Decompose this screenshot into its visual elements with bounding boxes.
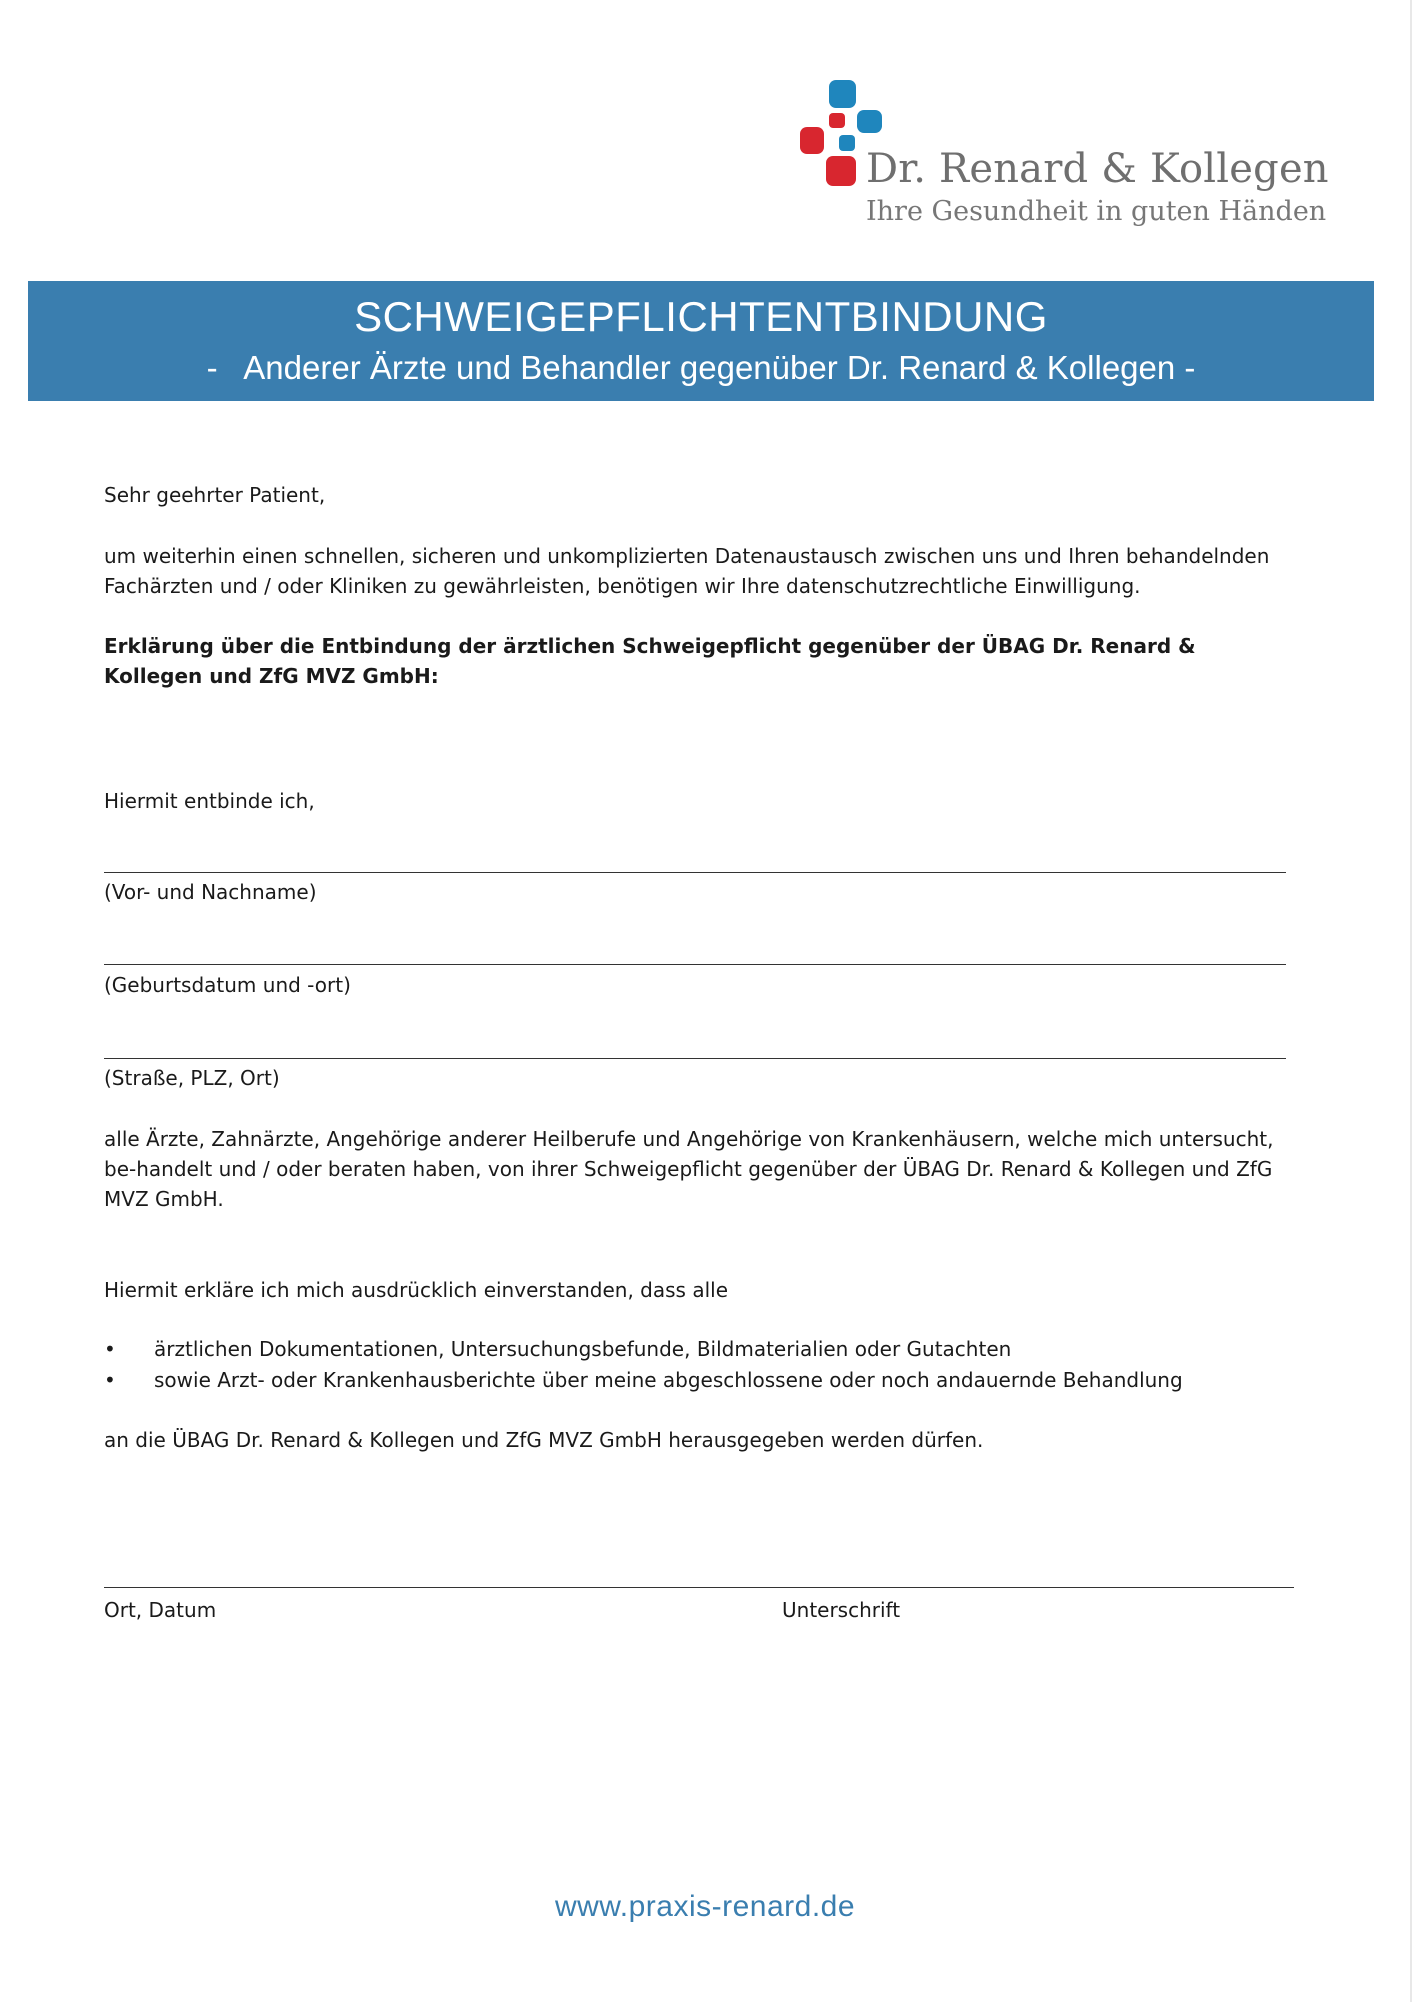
document-subtitle: - Anderer Ärzte und Behandler gegenüber Dr. Renard & Kollegen - bbox=[206, 349, 1196, 386]
list-item: ärztlichen Dokumentationen, Untersuchungsbefunde, Bildmaterialien oder Gutachten bbox=[154, 1337, 1012, 1361]
salutation: Sehr geehrter Patient, bbox=[104, 483, 326, 507]
address-field-line[interactable] bbox=[104, 1058, 1286, 1059]
intro-paragraph: um weiterhin einen schnellen, sicheren und unkomplizierten Datenaustausch zwischen uns und Ihren behandelnden Fachärzten und / oder Kliniken zu gewährleisten, benötigen wir Ihre datenschutzrechtliche Einwilligung. bbox=[104, 544, 1270, 598]
brand-logo bbox=[800, 80, 1329, 230]
list-item: sowie Arzt- oder Krankenhausberichte über meine abgeschlossene oder noch andauernde Behandlung bbox=[154, 1368, 1183, 1392]
birth-field-label: (Geburtsdatum und -ort) bbox=[104, 973, 351, 997]
place-date-label: Ort, Datum bbox=[104, 1598, 217, 1622]
declaration-heading: Erklärung über die Entbindung der ärztlichen Schweigepflicht gegenüber der ÜBAG Dr. Renard & Kollegen und ZfG MVZ GmbH: bbox=[104, 634, 1196, 688]
name-field-line[interactable] bbox=[104, 872, 1286, 873]
name-field-label: (Vor- und Nachname) bbox=[104, 880, 317, 904]
signature-label: Unterschrift bbox=[782, 1598, 901, 1622]
release-paragraph: alle Ärzte, Zahnärzte, Angehörige anderer Heilberufe und Angehörige von Krankenhäusern, welche mich untersucht, be-handelt und / oder beraten haben, von ihrer Schweigepflicht gegenüber der ÜBAG Dr. Renard & Kollegen und ZfG MVZ GmbH. bbox=[104, 1127, 1274, 1211]
title-banner bbox=[28, 281, 1374, 401]
consent-outro: an die ÜBAG Dr. Renard & Kollegen und ZfG MVZ GmbH herausgegeben werden dürfen. bbox=[104, 1428, 984, 1452]
website-link[interactable]: www.praxis-renard.de bbox=[554, 1890, 856, 1923]
bullet-icon: • bbox=[104, 1368, 116, 1392]
address-field-label: (Straße, PLZ, Ort) bbox=[104, 1066, 280, 1090]
logo-tagline: Ihre Gesundheit in guten Händen bbox=[866, 196, 1327, 227]
logo-name: Dr. Renard & Kollegen bbox=[866, 146, 1329, 192]
birth-field-line[interactable] bbox=[104, 964, 1286, 965]
signature-line[interactable] bbox=[104, 1587, 1294, 1588]
bullet-icon: • bbox=[104, 1337, 116, 1361]
page-edge bbox=[1410, 0, 1412, 2002]
release-intro: Hiermit entbinde ich, bbox=[104, 789, 315, 813]
document-title: SCHWEIGEPFLICHTENTBINDUNG bbox=[354, 293, 1048, 340]
consent-intro: Hiermit erkläre ich mich ausdrücklich einverstanden, dass alle bbox=[104, 1278, 729, 1302]
